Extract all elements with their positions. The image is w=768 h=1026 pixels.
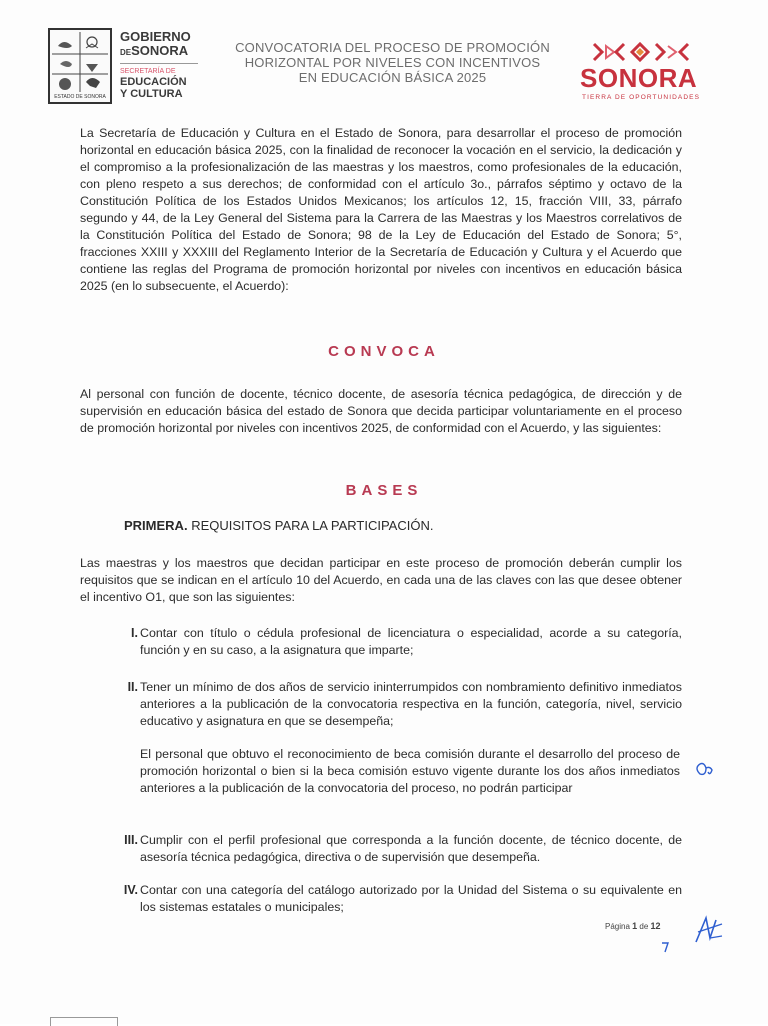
section-title [124,518,433,533]
government-line2-state: SONORA [131,43,189,58]
convoca-heading: CONVOCA [328,343,440,360]
requirement-text: Contar con una categoría del catálogo autorizado por la Unidad del Sistema o su equivalente en los sistemas estatales o municipales; [140,883,682,914]
government-line1: GOBIERNO [120,29,191,44]
requirement-item [118,882,682,922]
seal-caption: ESTADO DE SONORA [54,94,106,100]
government-divider [120,63,198,64]
bases-heading: BASES [345,482,423,499]
call-paragraph: Al personal con función de docente, técnico docente, de asesoría técnica pedagógica, de dirección y de supervisión en educación básica del estado de Sonora que decida participar voluntariamente en el proceso de promoción horizontal por niveles con incentivos 2025, de conformidad con el Acuerdo, y las siguientes: [80,387,682,435]
requirement-number: III. [124,833,138,847]
culture-label: Y CULTURA [120,88,183,100]
requirement-item [118,625,682,665]
state-seal [48,28,112,104]
section-ordinal: PRIMERA. [124,518,188,533]
handwritten-signature-icon [692,912,728,948]
sonora-brand-logo [580,40,716,110]
requirements-intro: Las maestras y los maestros que decidan participar en este proceso de promoción deberán cumplir los requisitos que se indican en el artículo 10 del Acuerdo, en cada una de las claves con las que desee obtener el incentivo O1, que son las siguientes: [80,556,682,604]
requirement-number: I. [131,626,138,640]
coat-of-arms-icon [50,30,110,102]
requirement-text: Tener un mínimo de dos años de servicio ininterrumpidos con nombramiento definitivo inmediatos anteriores a la publicación de la convocatoria respectiva en la función, categoría, nivel, servicio educativo y asignatura en que se desempeña; [140,680,682,728]
government-line2-prefix: DE [120,48,132,57]
requirement-item [118,679,682,739]
requirement-note: El personal que obtuvo el reconocimiento de beca comisión durante el desarrollo del proceso de promoción horizontal o bien si la beca comisión estuvo vigente durante los dos años inmediatos anteriores a la publicación de la convocatoria del proceso, no podrán participar [140,747,680,795]
government-line2 [120,44,212,60]
next-page-edge [50,1017,118,1026]
requirement-item [118,832,682,872]
government-logo [48,28,208,106]
section-title-text: REQUISITOS PARA LA PARTICIPACIÓN. [191,518,434,533]
page-label: Página [605,922,630,931]
header-title-line: HORIZONTAL POR NIVELES CON INCENTIVOS [244,55,541,70]
government-name [120,30,212,100]
education-label: EDUCACIÓN [120,76,187,88]
header-title-line: EN EDUCACIÓN BÁSICA 2025 [298,70,487,85]
page-total: 12 [650,921,661,931]
handwritten-mark-icon [660,940,670,954]
handwritten-initial-icon [692,758,716,780]
document-header-title [215,40,570,85]
page-current: 1 [632,921,638,931]
header-title-line: CONVOCATORIA DEL PROCESO DE PROMOCIÓN [235,40,550,55]
brand-name: SONORA [580,63,698,93]
secretaria-label: SECRETARÍA DE [120,68,176,75]
page-number [605,921,661,931]
requirement-text: Cumplir con el perfil profesional que corresponda a la función docente, de técnico docente, de asesoría técnica pedagógica, directiva o de supervisión que desempeña. [140,833,682,864]
page-of: de [639,922,649,931]
requirement-number: IV. [123,883,138,897]
brand-tagline: TIERRA DE OPORTUNIDADES [582,94,701,101]
requirement-number: II. [127,680,138,694]
requirement-text: Contar con título o cédula profesional de licenciatura o especialidad, acorde a su categoría, función y en su caso, a la asignatura que imparte; [140,626,682,657]
intro-paragraph: La Secretaría de Educación y Cultura en el Estado de Sonora, para desarrollar el proceso de promoción horizontal en educación básica 2025, con la finalidad de reconocer la vocación en el servicio, la dedicación y el compromiso a la profesionalización de las maestras y los maestros, como profesionales de la educación, con pleno respeto a sus derechos; de conformidad con el artículo 3o., párrafos séptimo y octavo de la Constitución Política de los Estados Unidos Mexicanos; los artículos 12, 15, fracción VIII, 33, párrafo segundo y 44, de la Ley General del Sistema para la Carrera de las Maestras y los Maestros correlativos de la Constitución Política del Estado de Sonora; 98 de la Ley de Educación del Estado de Sonora; 5°, fracciones XXIII y XXXIII del Reglamento Interior de la Secretaría de Educación y Cultura y el Acuerdo que contiene las reglas del Programa de promoción horizontal por niveles con incentivos en educación básica 2025 (en lo subsecuente, el Acuerdo): [80,126,682,293]
